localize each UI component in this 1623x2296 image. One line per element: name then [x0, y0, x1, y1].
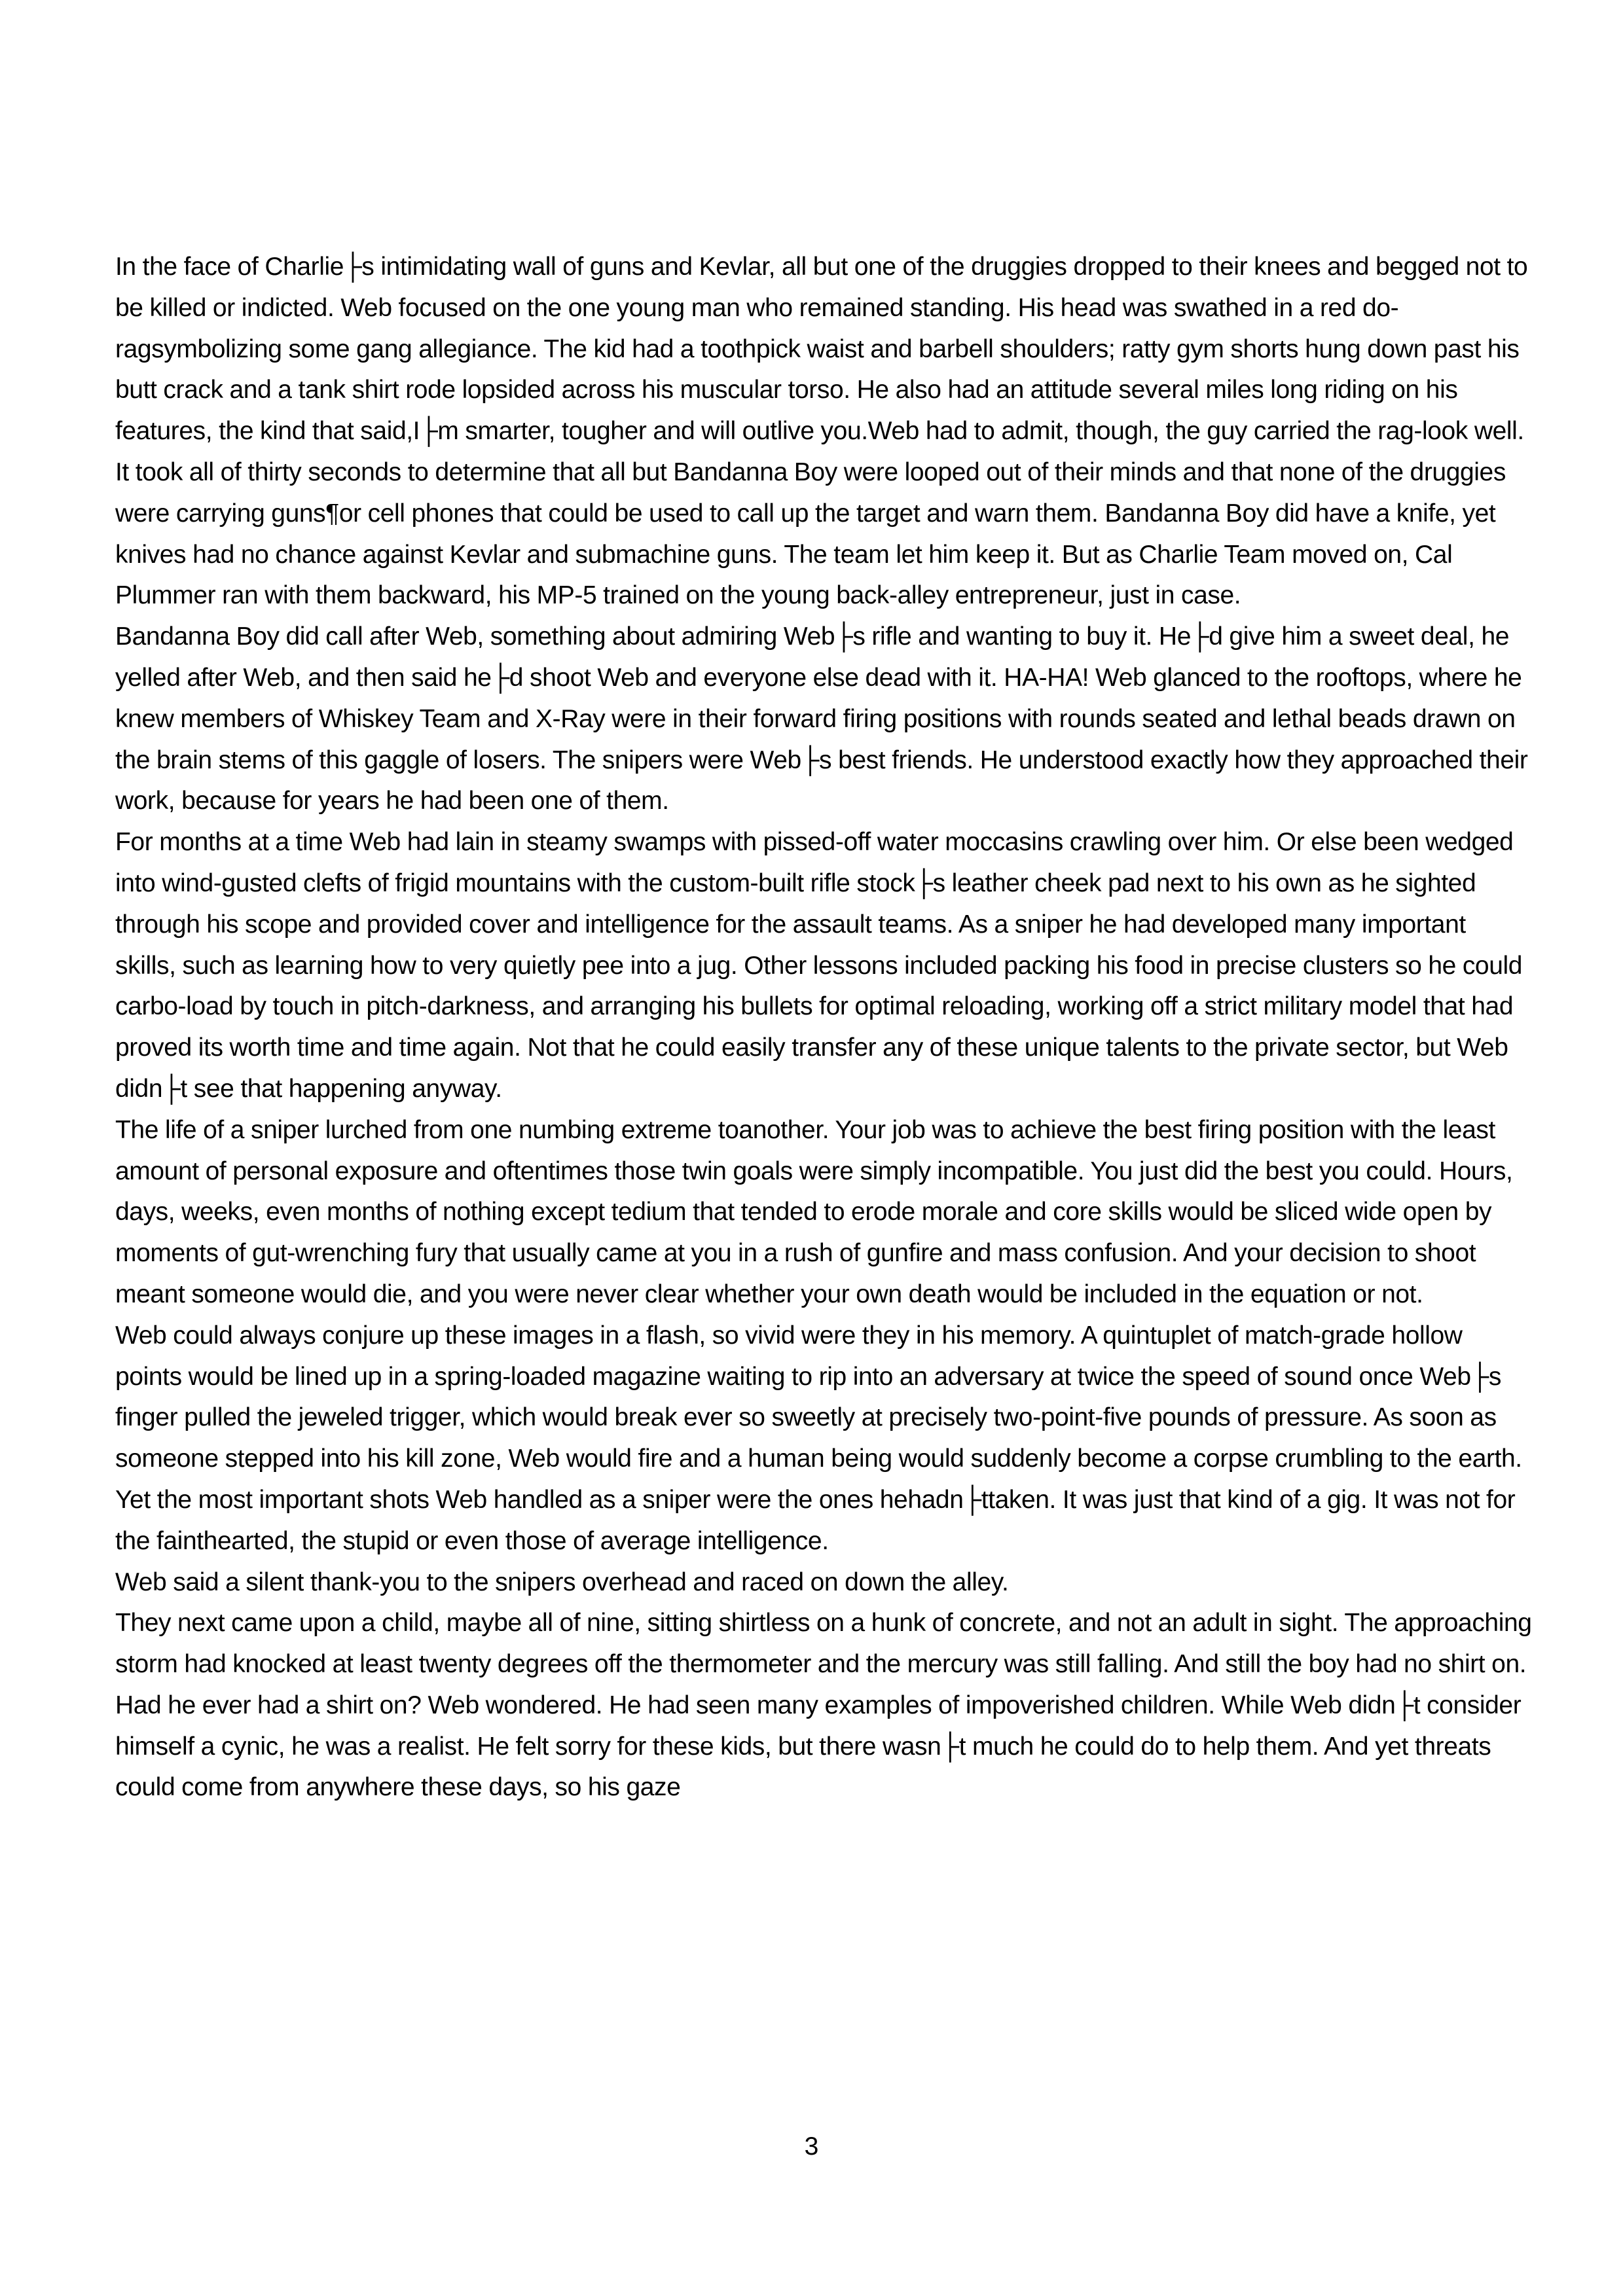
- paragraph-7: Web said a silent thank-you to the snipers overhead and raced on down the alley.: [115, 1568, 1009, 1596]
- paragraph-8: They next came upon a child, maybe all of nine, sitting shirtless on a hunk of concrete, and not an adult in sight. The approaching storm had knocked at least twenty degrees off the thermometer and the mercury was still falling. And still the boy had no shirt on. Had he ever had a shirt on? Web wondered. He had seen many examples of impoverished children. While Web didn├t consider himself a cynic, he was a realist. He felt sorry for these kids, but there wasn├t much he could do to help them. And yet threats could come from anywhere these days, so his gaze: [115, 1609, 1532, 1802]
- paragraph-5: The life of a sniper lurched from one numbing extreme toanother. Your job was to achieve the best firing position with the least amount of personal exposure and oftentimes those twin goals were simply incompatible. You just did the best you could. Hours, days, weeks, even months of nothing except tedium that tended to erode morale and core skills would be sliced wide open by moments of gut-wrenching fury that usually came at you in a rush of gunfire and mass confusion. And your decision to shoot meant someone would die, and you were never clear whether your own death would be included in the equation or not.: [115, 1115, 1513, 1308]
- paragraph-4: For months at a time Web had lain in steamy swamps with pissed-off water moccasins crawling over him. Or else been wedged into wind-gusted clefts of frigid mountains with the custom-built rifle stock├s leather cheek pad next to his own as he sighted through his scope and provided cover and intelligence for the assault teams. As a sniper he had developed many important skills, such as learning how to very quietly pee into a jug. Other lessons included packing his food in precise clusters so he could carbo-load by touch in pitch-darkness, and arranging his bullets for optimal reloading, working off a strict military model that had proved its worth time and time again. Not that he could easily transfer any of these unique talents to the private sector, but Web didn├t see that happening anyway.: [115, 828, 1523, 1103]
- paragraph-1: In the face of Charlie├s intimidating wall of guns and Kevlar, all but one of the druggies dropped to their knees and begged not to be killed or indicted. Web focused on the one young man who remained standing. His head was swathed in a red do-ragsymbolizing some gang allegiance. The kid had a toothpick waist and barbell shoulders; ratty gym shorts hung down past his butt crack and a tank shirt rode lopsided across his muscular torso. He also had an attitude several miles long riding on his features, the kind that said,I├m smarter, tougher and will outlive you.Web had to admit, though, the guy carried the rag-look well.: [115, 253, 1528, 446]
- paragraph-2: It took all of thirty seconds to determine that all but Bandanna Boy were looped out of their minds and that none of the druggies were carrying guns¶or cell phones that could be used to call up the target and warn them. Bandanna Boy did have a knife, yet knives had no chance against Kevlar and submachine guns. The team let him keep it. But as Charlie Team moved on, Cal Plummer ran with them backward, his MP-5 trained on the young back-alley entrepreneur, just in case.: [115, 457, 1506, 610]
- page-number: 3: [804, 2132, 819, 2161]
- body-text: [115, 247, 1533, 1808]
- paragraph-6: Web could always conjure up these images in a flash, so vivid were they in his memory. A quintuplet of match-grade hollow points would be lined up in a spring-loaded magazine waiting to rip into an adversary at twice the speed of sound once Web├s finger pulled the jeweled trigger, which would break ever so sweetly at precisely two-point-five pounds of pressure. As soon as someone stepped into his kill zone, Web would fire and a human being would suddenly become a corpse crumbling to the earth. Yet the most important shots Web handled as a sniper were the ones hehadn├ttaken. It was just that kind of a gig. It was not for the fainthearted, the stupid or even those of average intelligence.: [115, 1321, 1522, 1555]
- paragraph-3: Bandanna Boy did call after Web, something about admiring Web├s rifle and wanting to buy it. He├d give him a sweet deal, he yelled after Web, and then said he├d shoot Web and everyone else dead with it. HA-HA! Web glanced to the rooftops, where he knew members of Whiskey Team and X-Ray were in their forward firing positions with rounds seated and lethal beads drawn on the brain stems of this gaggle of losers. The snipers were Web├s best friends. He understood exactly how they approached their work, because for years he had been one of them.: [115, 622, 1528, 816]
